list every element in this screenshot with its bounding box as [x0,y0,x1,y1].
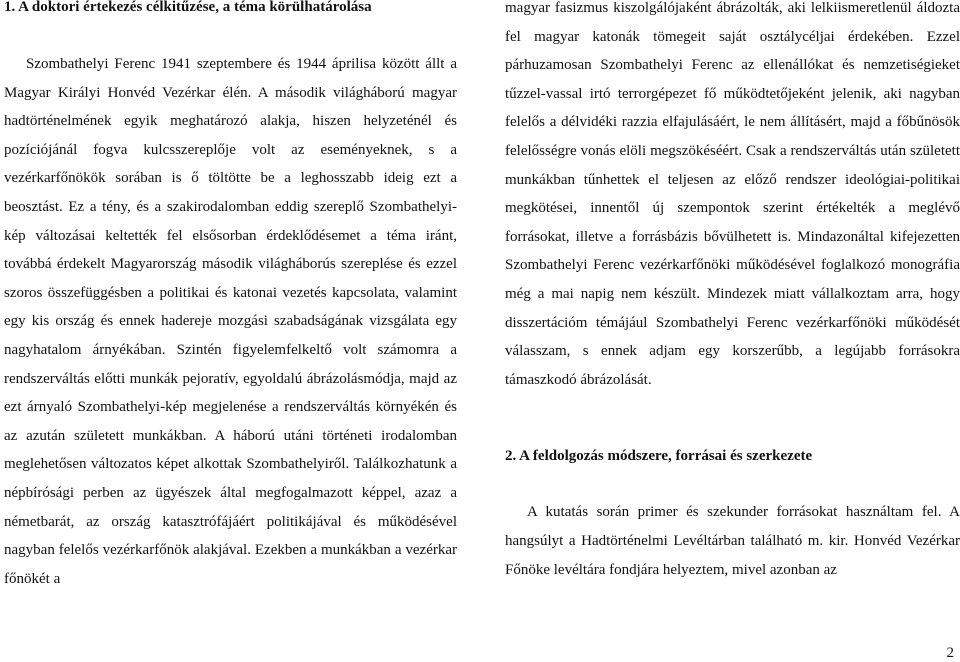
section-2-heading: 2. A feldolgozás módszere, forrásai és szerkezete [505,448,813,465]
left-column [4,0,457,593]
section-1-heading: 1. A doktori értekezés célkitűzése, a téma körülhatárolása [4,0,372,15]
section-1-paragraph: Szombathelyi Ferenc 1941 szeptembere és 1944 áprilisa között állt a Magyar Királyi Honvéd Vezérkar élén. A második világháború magyar hadtörténelmének egyik meghatározó alakja, hiszen helyzeténél és pozíciójánál fogva kulcsszereplője volt az eseményeknek, s a vezérkarfőnökök sorában is ő töltötte be a leghosszabb ideig ezt a beosztást. Ez a tény, és a szakirodalomban eddig szereplő Szombathelyi-kép változásai keltették fel elsősorban érdeklődésemet a téma iránt, továbbá érdekelt Magyarország második világháborús szereplése és ezzel szoros összefüggésben a politikai és katonai vezetés kapcsolata, valamint egy kis ország és ennek hadereje mozgási szabadságának vizsgálata egy nagyhatalom árnyékában. Szintén figyelemfelkeltő volt számomra a rendszerváltás előtti munkák pejoratív, egyoldalú ábrázolásmódja, majd az ezt árnyaló Szombathelyi-kép megjelenése a rendszerváltás környékén és az azután született munkákban. A háború utáni történeti irodalomban meglehetősen változatos képet alkottak Szombathelyiről. Találkozhatunk a népbírósági perben az ügyészek által megfogalmazott képpel, azaz a németbarát, az ország katasztrófájáért politikájával és működésével nagyban felelős vezérkarfőnök alakjával. Ezekben a munkákban a vezérkar főnökét a [4,56,457,587]
section-2-paragraph: A kutatás során primer és szekunder forrásokat használtam fel. A hangsúlyt a Hadtörténelmi Levéltárban található m. kir. Honvéd Vezérkar Főnöke levéltára fondjára helyeztem, mivel azonban az [505,504,960,578]
page-number: 2 [946,645,954,661]
right-column [505,0,960,584]
section-1-paragraph-continued: magyar fasizmus kiszolgálójaként ábrázolták, aki lelkiismeretlenül áldozta fel magyar katonák tömegeit saját osztálycéljai érdekében. Ezzel párhuzamosan Szombathelyi Ferenc az ellenállókat és nemzetiségieket tűzzel-vassal irtó terrorgépezet fő működtetőjeként jelenik, aki nagyban felelős a délvidéki razzia elfajulásáért, le nem állításért, majd a főbűnösök felelősségre vonás elöli megszökéséért. Csak a rendszerváltás után született munkákban tűnhettek el teljesen az előző rendszer ideológiai-politikai megkötései, innentől új szempontok szerint értékelték a meglévő forrásokat, illetve a forrásbázis bővülhetett is. Mindazonáltal kifejezetten Szombathelyi Ferenc vezérkarfőnöki működésével foglalkozó monográfia még a mai napig nem készült. Mindezek miatt vállalkoztam arra, hogy disszertációm témájául Szombathelyi Ferenc vezérkarfőnöki működését válasszam, s ennek adjam egy korszerűbb, a legújabb forrásokra támaszkodó ábrázolását. [505,0,960,388]
